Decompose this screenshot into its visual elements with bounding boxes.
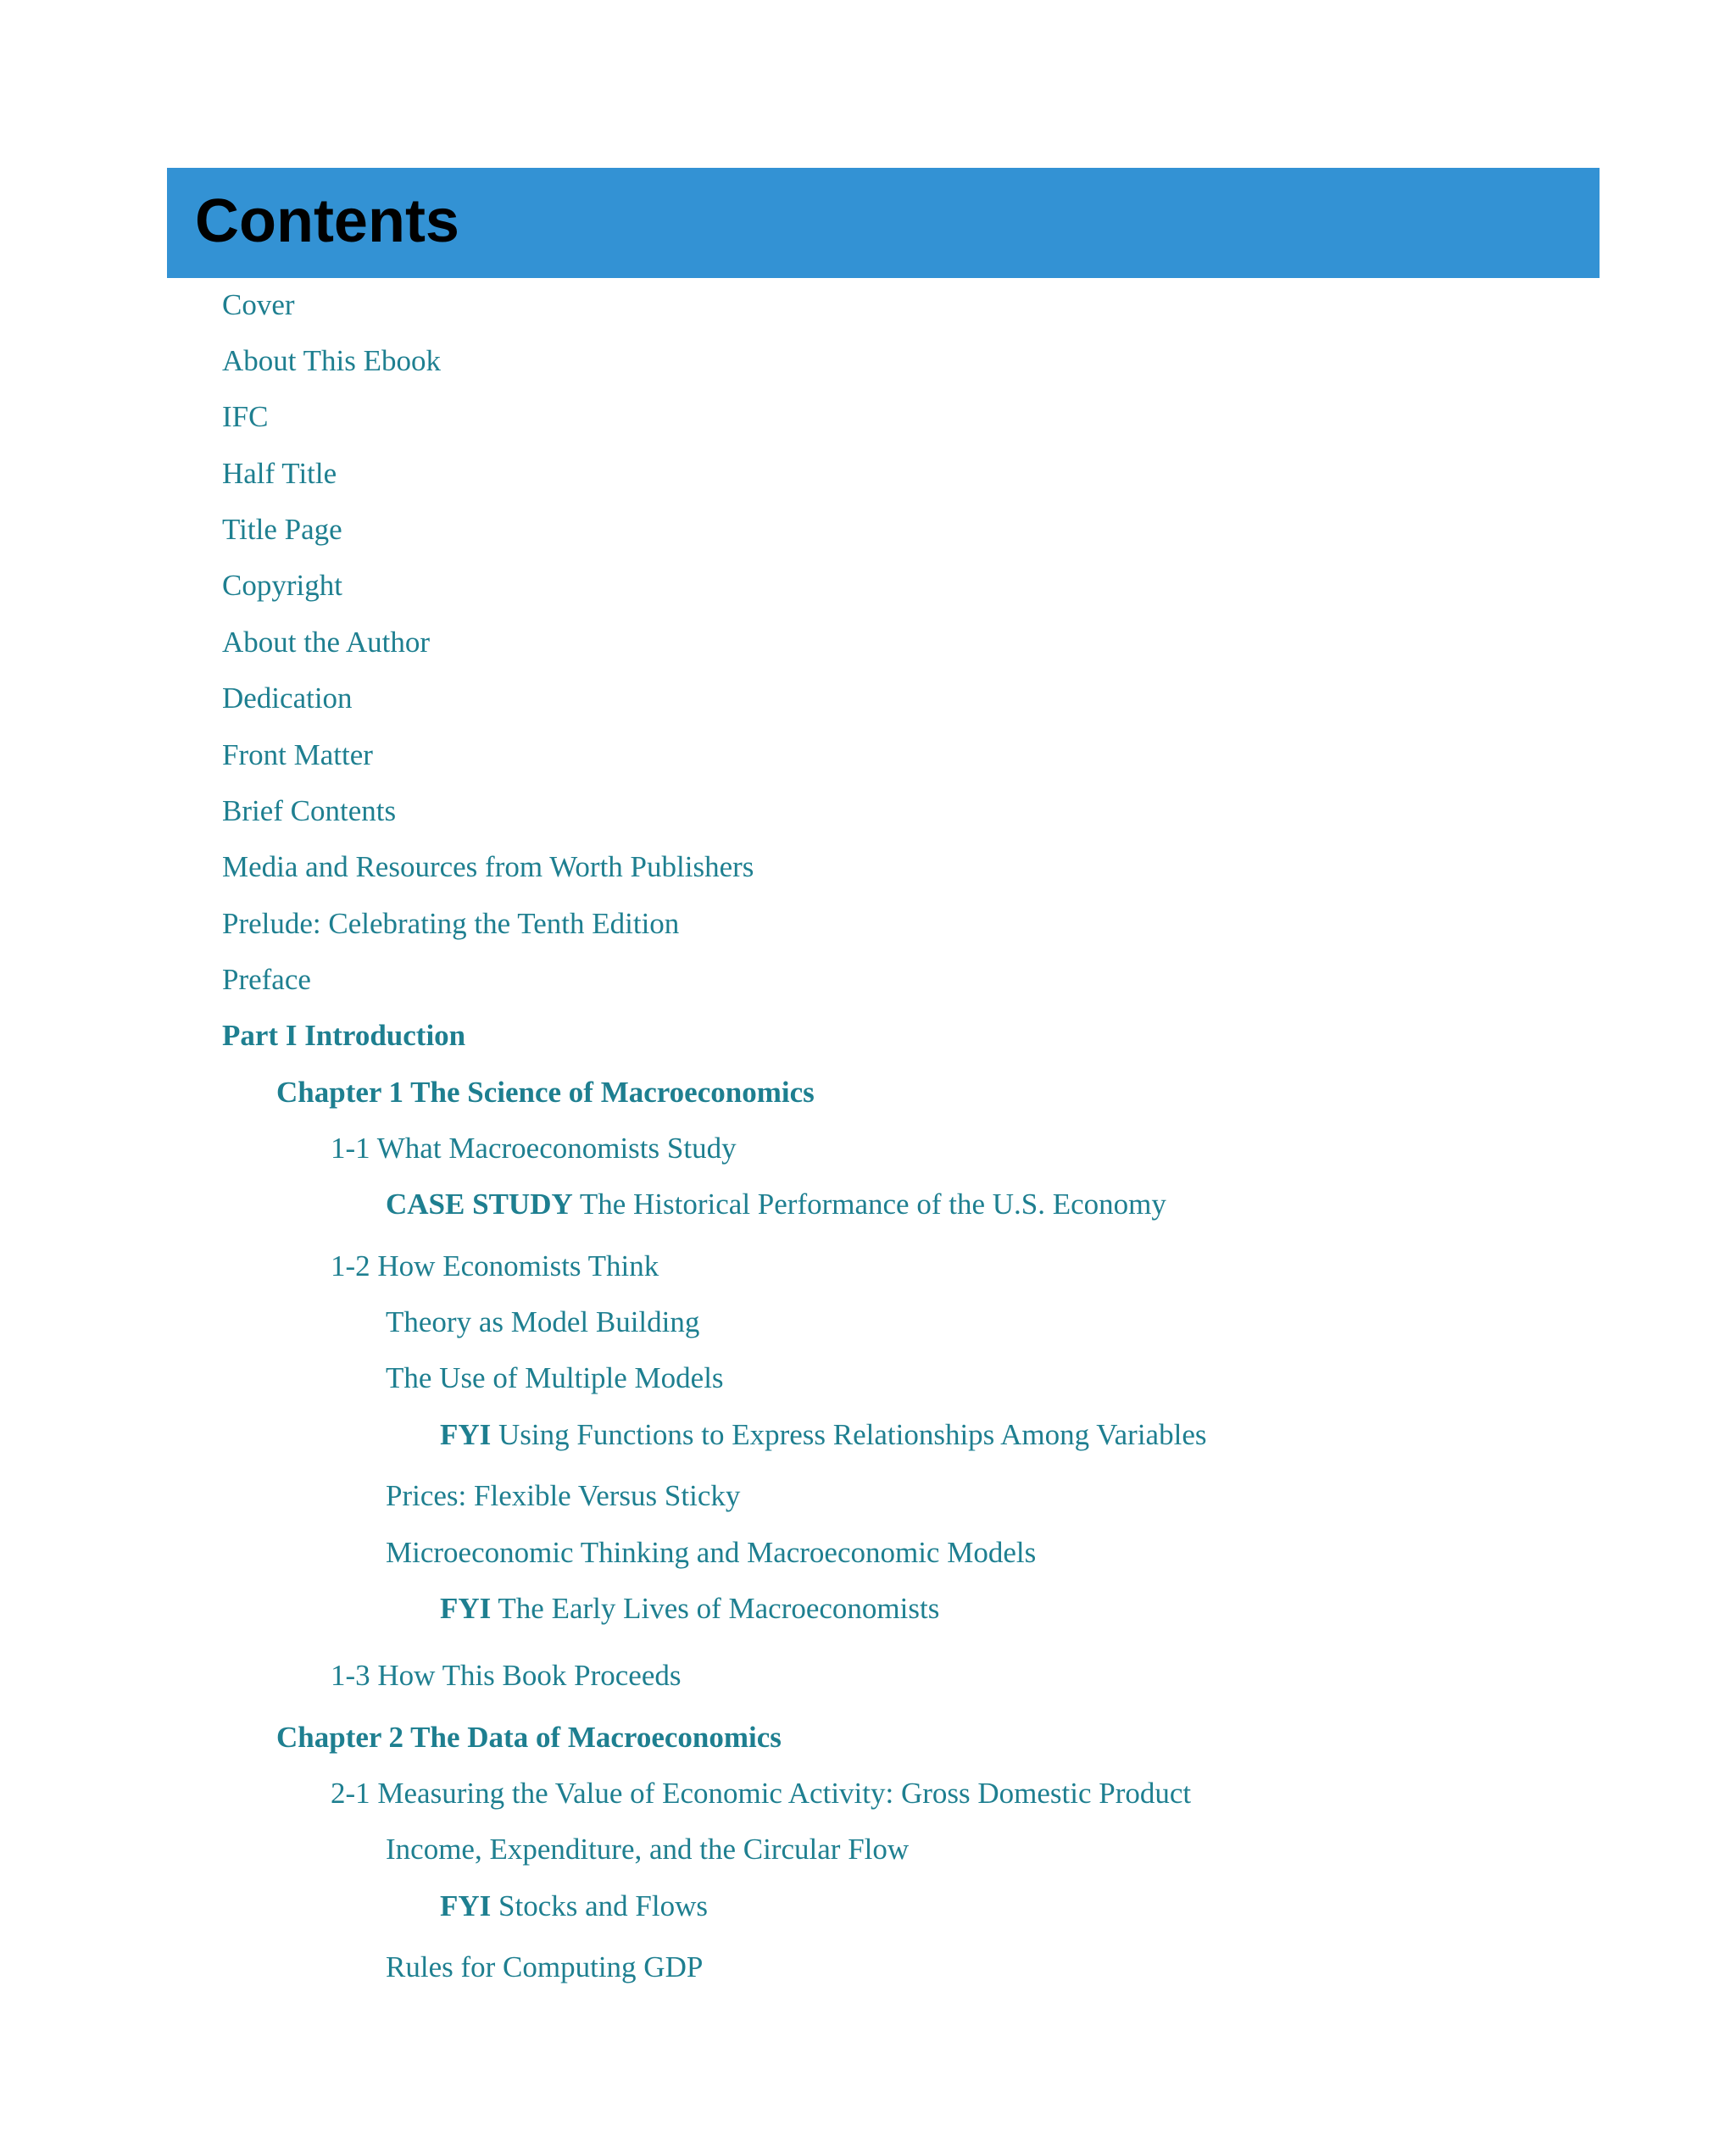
toc-item-section-1-1[interactable]: 1-1 What Macroeconomists Study [331, 1132, 737, 1165]
toc-item-theory-model-building[interactable]: Theory as Model Building [386, 1305, 700, 1338]
toc-item-chapter-1[interactable]: Chapter 1 The Science of Macroeconomics [276, 1076, 815, 1109]
toc-item-circular-flow[interactable]: Income, Expenditure, and the Circular Flow [386, 1833, 910, 1866]
toc-item-section-2-1[interactable]: 2-1 Measuring the Value of Economic Activity: Gross Domestic Product [331, 1777, 1192, 1810]
toc-item-media-and-resources[interactable]: Media and Resources from Worth Publishers [222, 850, 754, 883]
toc-item-about-the-author[interactable]: About the Author [222, 626, 430, 659]
fyi-label: FYI [440, 1592, 492, 1625]
contents-header-bar [167, 168, 1600, 278]
toc-item-text: Stocks and Flows [491, 1889, 708, 1922]
toc-item-rules-computing-gdp[interactable]: Rules for Computing GDP [386, 1950, 704, 1983]
toc-item-multiple-models[interactable]: The Use of Multiple Models [386, 1361, 724, 1394]
toc-item-text: The Historical Performance of the U.S. Economy [572, 1188, 1166, 1221]
fyi-label: FYI [440, 1418, 492, 1451]
toc-item-section-1-3[interactable]: 1-3 How This Book Proceeds [331, 1659, 682, 1692]
toc-item-fyi-functions[interactable] [440, 1420, 1206, 1449]
toc-item-front-matter[interactable]: Front Matter [222, 738, 373, 771]
toc-item-half-title[interactable]: Half Title [222, 457, 337, 490]
toc-item-section-1-2[interactable]: 1-2 How Economists Think [331, 1249, 659, 1282]
toc-item-title-page[interactable]: Title Page [222, 513, 342, 546]
toc-item-dedication[interactable]: Dedication [222, 682, 353, 715]
toc-item-brief-contents[interactable]: Brief Contents [222, 794, 397, 827]
toc-item-prices-flexible-sticky[interactable]: Prices: Flexible Versus Sticky [386, 1479, 741, 1512]
toc-item-text: The Early Lives of Macroeconomists [491, 1592, 940, 1625]
toc-item-fyi-early-lives[interactable] [440, 1594, 939, 1623]
toc-item-chapter-2[interactable]: Chapter 2 The Data of Macroeconomics [276, 1721, 782, 1754]
toc-item-cover[interactable]: Cover [222, 288, 295, 321]
toc-item-copyright[interactable]: Copyright [222, 569, 342, 602]
toc-item-fyi-stocks-flows[interactable] [440, 1891, 708, 1921]
page-title: Contents [195, 187, 459, 255]
toc-item-case-study[interactable] [386, 1189, 1166, 1219]
toc-item-part-1[interactable]: Part I Introduction [222, 1019, 466, 1052]
toc-item-microeconomic-thinking[interactable]: Microeconomic Thinking and Macroeconomic Models [386, 1536, 1037, 1569]
toc-item-preface[interactable]: Preface [222, 963, 311, 996]
toc-item-prelude[interactable]: Prelude: Celebrating the Tenth Edition [222, 907, 680, 940]
toc-item-about-this-ebook[interactable]: About This Ebook [222, 344, 441, 377]
case-study-label: CASE STUDY [386, 1188, 573, 1221]
toc-item-ifc[interactable]: IFC [222, 400, 269, 433]
fyi-label: FYI [440, 1889, 492, 1922]
toc-item-text: Using Functions to Express Relationships Among Variables [491, 1418, 1207, 1451]
